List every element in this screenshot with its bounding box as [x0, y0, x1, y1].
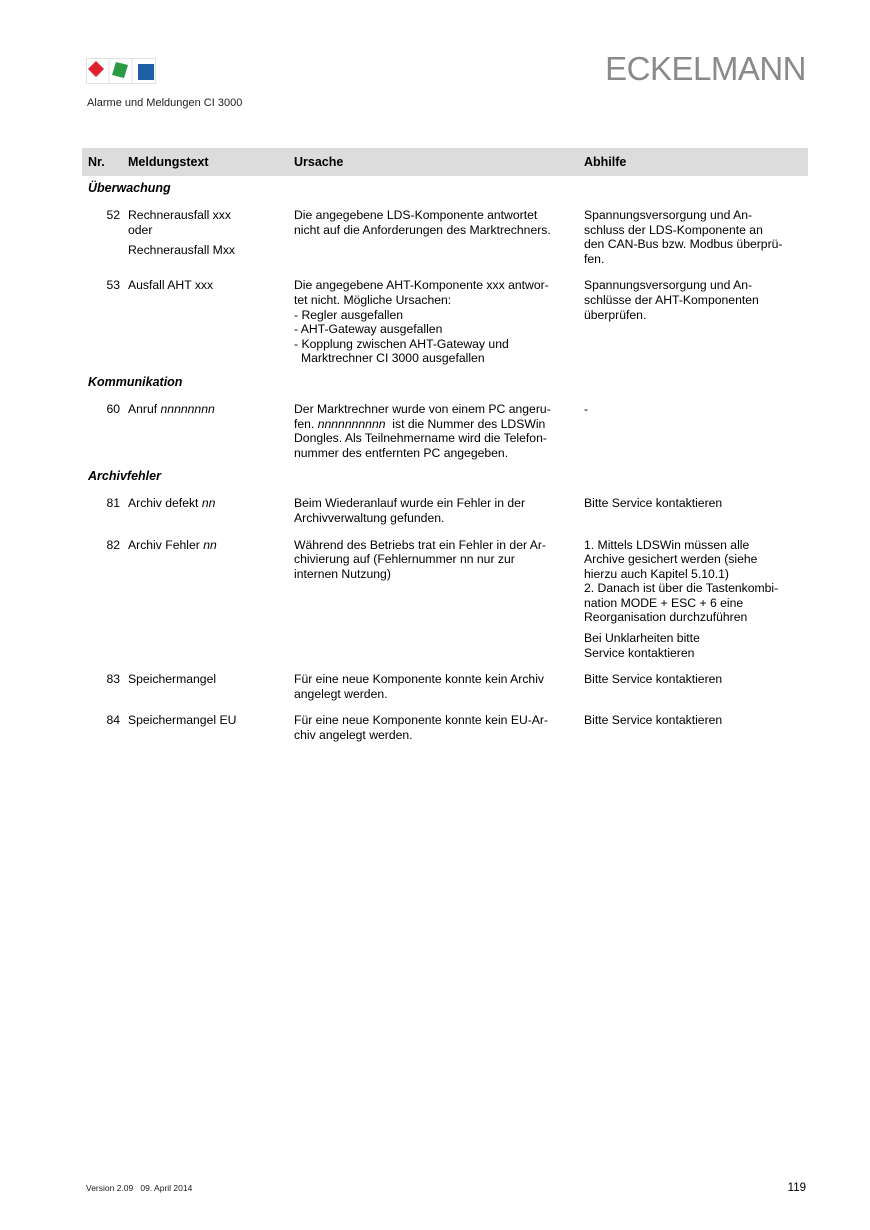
cause-line: Für eine neue Komponente konnte kein EU-Ar- [294, 713, 549, 728]
row-number: 81 [106, 496, 120, 511]
row-fix [584, 208, 808, 266]
footer-version: Version 2.09 09. April 2014 [86, 1183, 193, 1193]
fix-line: nation MODE + ESC + 6 eine [584, 595, 744, 610]
cause-line: Beim Wiederanlauf wurde ein Fehler in der [294, 496, 525, 511]
logo-green-shape [112, 62, 128, 78]
row-number: 52 [106, 208, 120, 222]
row-text: Speichermangel [128, 672, 217, 687]
cause-line: Während des Betriebs trat ein Fehler in der Ar- [294, 537, 546, 552]
row-number: 60 [106, 401, 120, 416]
cause-line: chiv angelegt werden. [294, 728, 413, 743]
row-fix: Bitte Service kontaktieren [584, 672, 723, 687]
fix-line: 1. Mittels LDSWin müssen alle [584, 537, 750, 552]
cause-line: nummer des entfernten PC angegeben. [294, 445, 509, 460]
fix-line: den CAN-Bus bzw. Modbus überprü- [584, 237, 783, 252]
fix-line: Archive gesichert werden (siehe [584, 552, 758, 567]
text-line: Rechnerausfall Mxx [128, 243, 236, 258]
row-cause [294, 672, 584, 701]
cause-line [294, 417, 584, 432]
document-subtitle: Alarme und Meldungen CI 3000 [87, 97, 243, 109]
cause-line: angelegt werden. [294, 686, 388, 701]
row-text: Speichermangel EU [128, 713, 237, 728]
cause-line: chivierung auf (Fehlernummer nn nur zur [294, 552, 515, 567]
row-text [128, 496, 294, 525]
cause-line: Archivverwaltung gefunden. [294, 510, 445, 525]
fix-line: Reorganisation durchzuführen [584, 610, 748, 625]
row-number: 84 [106, 713, 120, 728]
cause-line: Der Marktrechner wurde von einem PC angeru- [294, 401, 551, 416]
text-plain: Archiv Fehler [128, 537, 204, 552]
section-title: Überwachung [88, 181, 171, 195]
text-line: oder [128, 222, 153, 237]
text-line: Ausfall AHT xxx [128, 278, 214, 293]
cause-line: - Kopplung zwischen AHT-Gateway und [294, 336, 509, 351]
logo-blue-square [138, 64, 154, 80]
fix-line: Spannungsversorgung und An- [584, 278, 753, 293]
text-italic: nnnnnnnn [160, 401, 215, 416]
fix-line: hierzu auch Kapitel 5.10.1) [584, 566, 729, 581]
header-abhilfe: Abhilfe [584, 154, 627, 169]
page-number: 119 [787, 1182, 806, 1194]
row-fix [584, 538, 808, 661]
row-fix: Bitte Service kontaktieren [584, 713, 723, 728]
fix-line: fen. [584, 251, 605, 266]
row-cause [294, 208, 584, 266]
row-cause [294, 538, 584, 661]
table-header [82, 148, 808, 176]
cause-plain: fen. [294, 416, 318, 431]
row-text [128, 278, 294, 366]
cause-line: tet nicht. Mögliche Ursachen: [294, 292, 452, 307]
table-row [82, 208, 808, 266]
fix-line: 2. Danach ist über die Tastenkombi- [584, 581, 779, 596]
fix-line: Spannungsversorgung und An- [584, 208, 753, 222]
fix-line: schluss der LDS-Komponente an [584, 222, 763, 237]
fix-line: Service kontaktieren [584, 645, 695, 660]
row-text [128, 208, 294, 266]
row-number: 83 [106, 672, 120, 687]
fix-line: schlüsse der AHT-Komponenten [584, 292, 759, 307]
cause-line: nicht auf die Anforderungen des Marktrechners. [294, 222, 551, 237]
cause-line: Marktrechner CI 3000 ausgefallen [301, 351, 485, 366]
cause-line: - AHT-Gateway ausgefallen [294, 322, 443, 337]
row-number: 82 [106, 537, 120, 552]
cause-line: Die angegebene LDS-Komponente antwortet [294, 208, 538, 222]
header-ursache: Ursache [294, 154, 344, 169]
row-fix [584, 278, 808, 366]
brand-name: ECKELMANN [605, 50, 806, 87]
header-meldungstext: Meldungstext [128, 154, 209, 169]
row-text [128, 402, 294, 460]
table-row [82, 278, 808, 366]
row-fix: - [584, 401, 589, 416]
logo-red-diamond [88, 61, 104, 77]
cause-line: - Regler ausgefallen [294, 307, 404, 322]
row-text [128, 538, 294, 661]
cause-line: Dongles. Als Teilnehmername wird die Telefon- [294, 431, 547, 446]
cause-line: Die angegebene AHT-Komponente xxx antwor- [294, 278, 549, 293]
fix-line: überprüfen. [584, 307, 647, 322]
alarm-table [82, 148, 808, 743]
text-plain: Anruf [128, 401, 161, 416]
cause-line: Für eine neue Komponente konnte kein Archiv [294, 672, 545, 687]
table-row [82, 672, 808, 701]
eckelmann-logo [86, 58, 156, 84]
cause-italic: nnnnnnnnnn [317, 416, 386, 431]
row-cause [294, 278, 584, 366]
row-cause [294, 402, 584, 460]
table-row [82, 713, 808, 742]
row-cause [294, 496, 584, 525]
cause-plain: ist die Nummer des LDSWin [385, 416, 546, 431]
text-line: Rechnerausfall xxx [128, 208, 231, 222]
row-cause [294, 713, 584, 742]
cause-line: internen Nutzung) [294, 566, 391, 581]
header-nr: Nr. [88, 154, 105, 169]
fix-line: Bei Unklarheiten bitte [584, 631, 700, 646]
text-italic: nn [203, 537, 217, 552]
row-fix: Bitte Service kontaktieren [584, 496, 723, 511]
text-italic: nn [201, 496, 216, 511]
table-row [82, 496, 808, 525]
section-title: Kommunikation [88, 374, 183, 389]
row-number: 53 [106, 278, 120, 293]
text-plain: Archiv defekt [128, 496, 202, 511]
table-row [82, 538, 808, 661]
table-row [82, 402, 808, 460]
section-title: Archivfehler [88, 469, 161, 484]
